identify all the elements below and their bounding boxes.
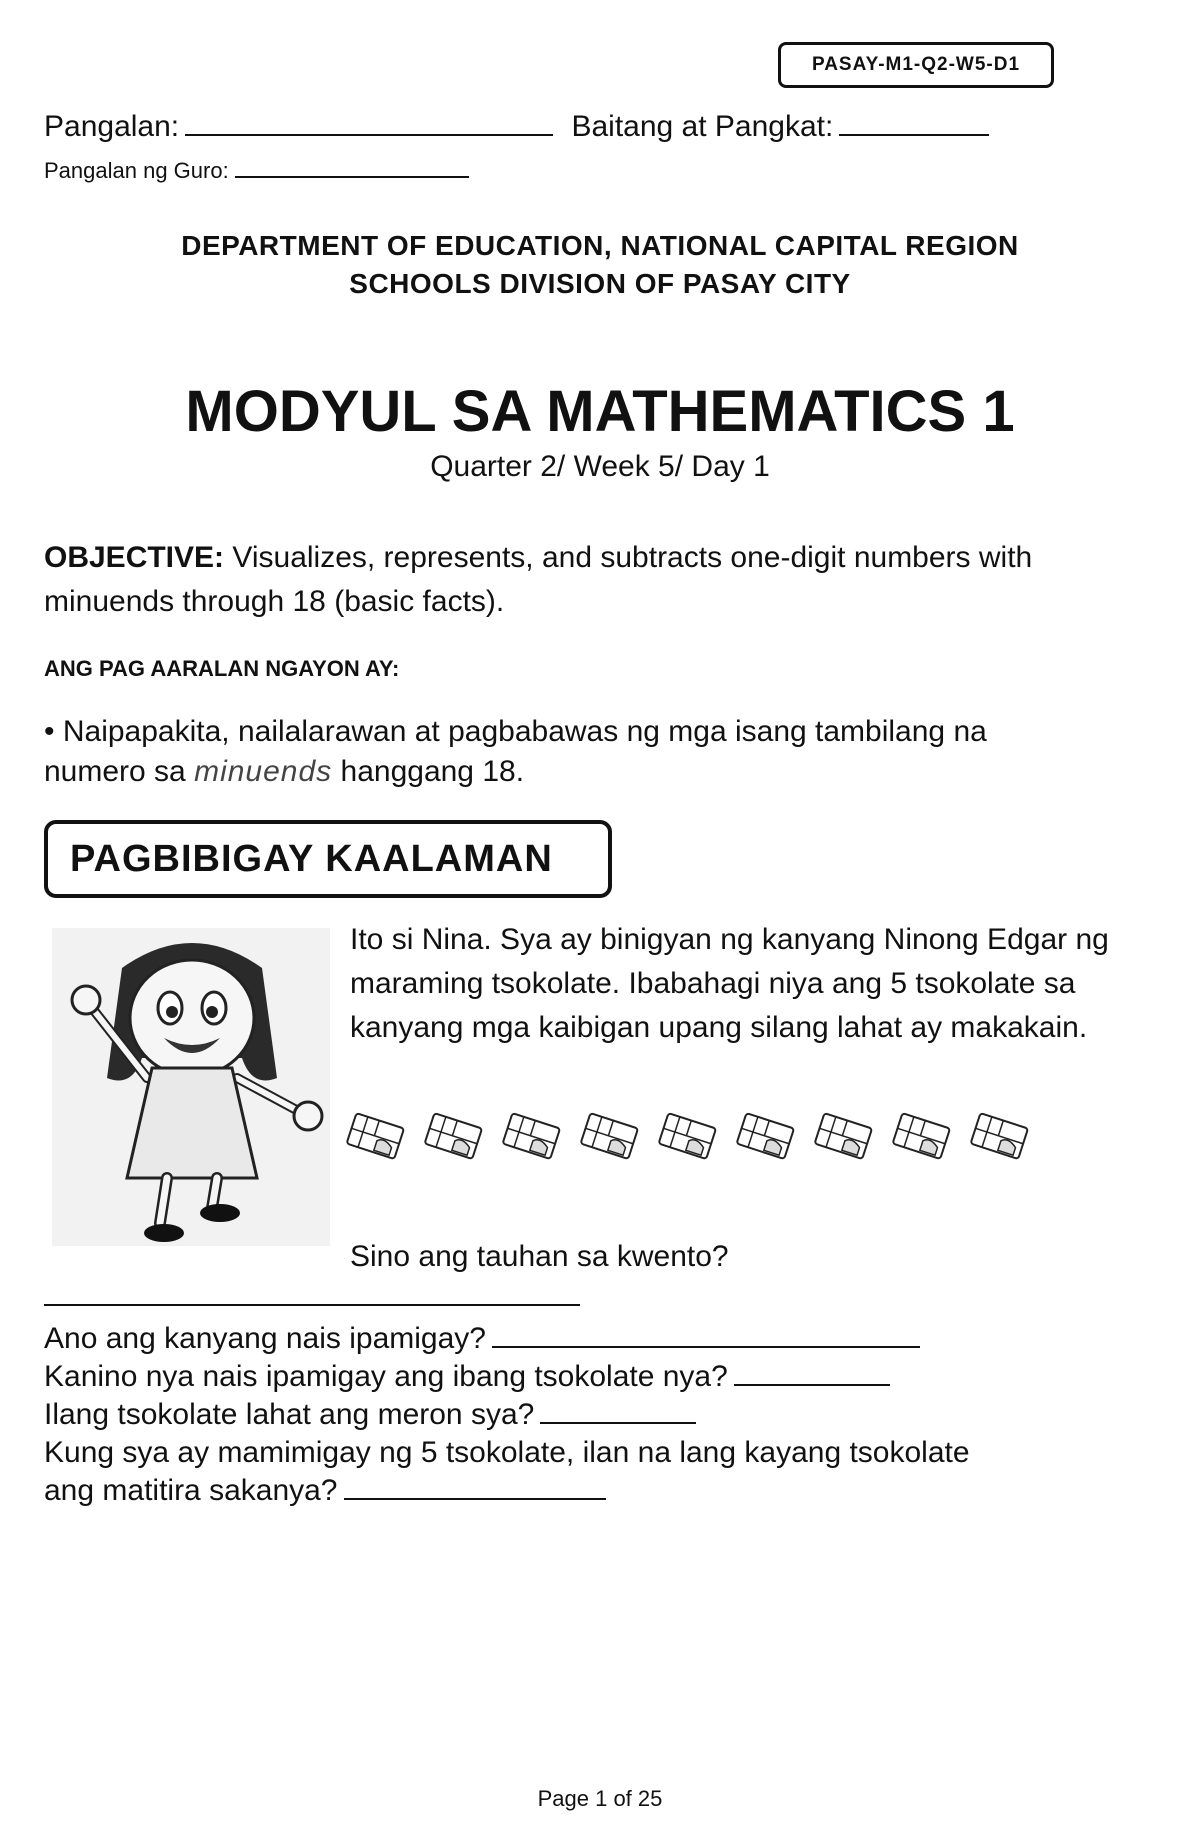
lesson-text-before: Naipapakita, nailalarawan at pagbabawas ng mga isang tambilang na numero sa <box>44 715 987 788</box>
question-5-line-1: Kung sya ay mamimigay ng 5 tsokolate, ilan na lang kayang tsokolate <box>44 1436 970 1469</box>
question-2: Ano ang kanyang nais ipamigay? <box>44 1322 486 1355</box>
header-line-2: SCHOOLS DIVISION OF PASAY CITY <box>349 268 851 299</box>
grade-blank[interactable] <box>839 133 989 136</box>
chocolate-icon <box>344 1112 406 1162</box>
teacher-field <box>44 158 469 184</box>
grade-label: Baitang at Pangkat: <box>571 110 834 143</box>
chocolate-icon <box>500 1112 562 1162</box>
objective-label: OBJECTIVE: <box>44 541 225 574</box>
answer-blank-2[interactable] <box>492 1345 920 1348</box>
chocolate-icon <box>656 1112 718 1162</box>
chocolate-icon <box>968 1112 1030 1162</box>
question-4: Ilang tsokolate lahat ang meron sya? <box>44 1398 535 1431</box>
chocolate-icon <box>812 1112 874 1162</box>
bullet-icon: • <box>44 715 55 748</box>
objective-text: Visualizes, represents, and subtracts one-digit numbers with minuends through 18 (basic facts). <box>44 541 1033 618</box>
question-2-row <box>44 1322 920 1356</box>
question-4-row <box>44 1398 696 1432</box>
name-field <box>44 110 989 144</box>
objective <box>44 536 1154 624</box>
chocolate-row <box>344 1112 1034 1172</box>
page-number: Page 1 of 25 <box>537 1786 663 1811</box>
chocolate-icon <box>578 1112 640 1162</box>
girl-illustration <box>52 928 330 1246</box>
question-1: Sino ang tauhan sa kwento? <box>350 1240 729 1273</box>
page-subtitle: Quarter 2/ Week 5/ Day 1 <box>430 450 770 483</box>
lesson-text-after: hanggang 18. <box>340 755 525 788</box>
lesson-bullet <box>44 712 1044 792</box>
name-blank[interactable] <box>185 133 553 136</box>
page-title: MODYUL SA MATHEMATICS 1 <box>185 379 1015 444</box>
chocolate-icon <box>890 1112 952 1162</box>
question-3: Kanino nya nais ipamigay ang ibang tsokolate nya? <box>44 1360 728 1393</box>
answer-blank-1[interactable] <box>44 1304 580 1306</box>
question-5-row <box>44 1474 606 1508</box>
name-label: Pangalan: <box>44 110 180 143</box>
header-line-1: DEPARTMENT OF EDUCATION, NATIONAL CAPITAL REGION <box>181 230 1019 261</box>
question-3-row <box>44 1360 890 1394</box>
answer-blank-4[interactable] <box>540 1421 696 1424</box>
answer-blank-3[interactable] <box>734 1383 890 1386</box>
module-code: PASAY-M1-Q2-W5-D1 <box>778 42 1054 88</box>
teacher-blank[interactable] <box>235 175 469 178</box>
lesson-heading: ANG PAG AARALAN NGAYON AY: <box>44 656 400 681</box>
question-5-line-2: ang matitira sakanya? <box>44 1474 338 1507</box>
answer-blank-5[interactable] <box>344 1497 606 1500</box>
story-text: Ito si Nina. Sya ay binigyan ng kanyang Ninong Edgar ng maraming tsokolate. Ibabahagi niya ang 5 tsokolate sa kanyang mga kaibigan upang silang lahat ay makakain. <box>350 923 1109 1044</box>
girl-icon <box>52 928 330 1246</box>
section-title-box: PAGBIBIGAY KAALAMAN <box>44 820 612 898</box>
lesson-text-italic: minuends <box>194 755 333 788</box>
chocolate-icon <box>422 1112 484 1162</box>
chocolate-icon <box>734 1112 796 1162</box>
teacher-label: Pangalan ng Guro: <box>44 158 229 183</box>
